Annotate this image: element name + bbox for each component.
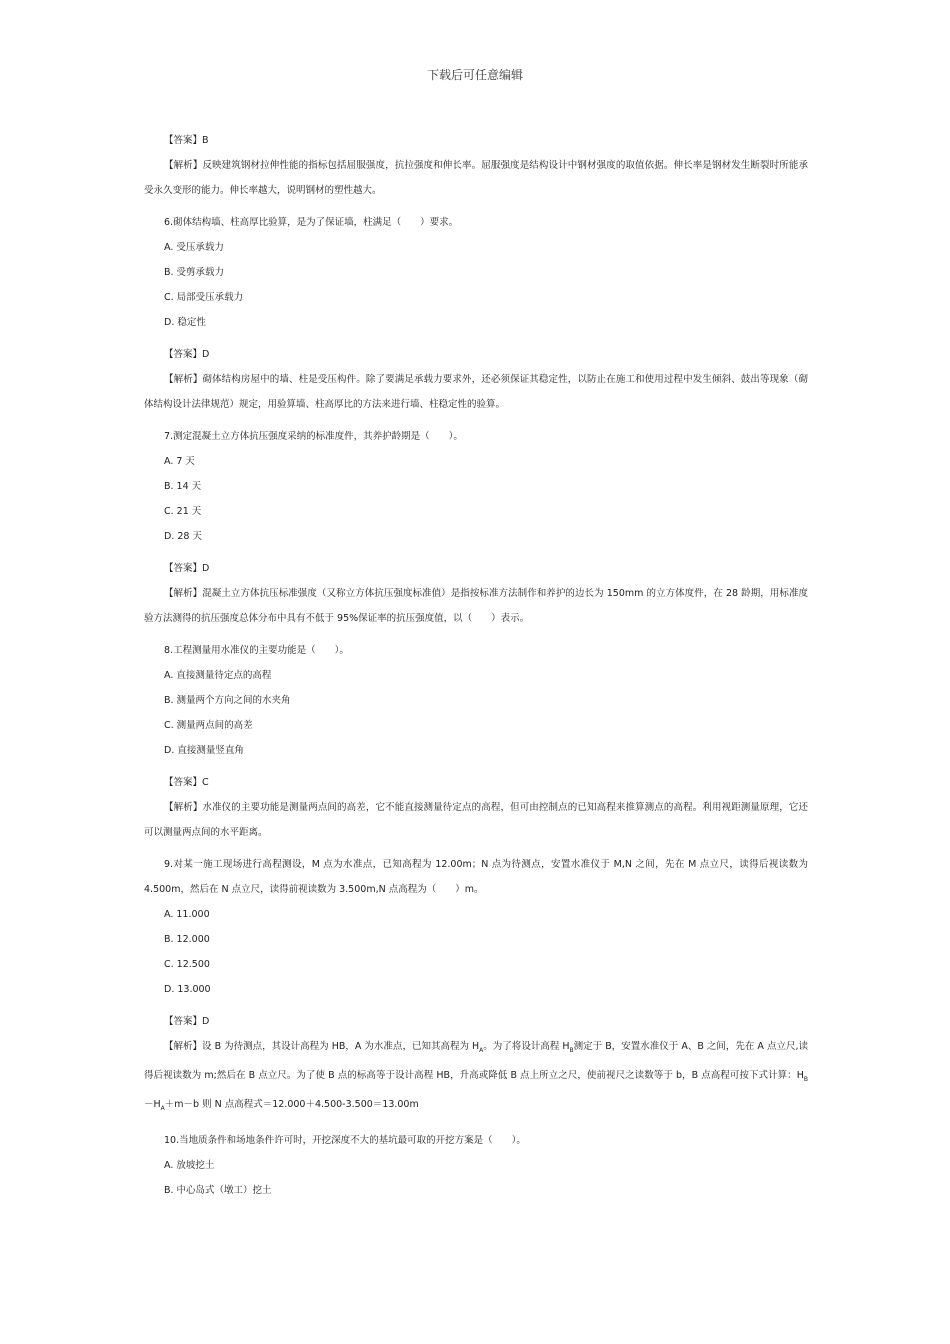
question-7-option-b: B. 14 天 [164,481,202,492]
analysis-7: 【解析】混凝土立方体抗压标准强度（又称立方体抗压强度标准值）是指按标准方法制作和养护的边长为 150mm 的立方体度件，在 28 龄期，用标准度验方法测得的抗压强度总体分布中具有不低于 95%保证率的抗压强度值，以（ ）表示。 [144,588,808,624]
answer-8: 【答案】C [164,777,209,788]
subscript-a: A [160,1104,165,1112]
analysis-5: 【解析】反映建筑钢材拉伸性能的指标包括屈服强度，抗拉强度和伸长率。屈服强度是结构设计中钢材强度的取值依据。伸长率是钢材发生断裂时所能承受永久变形的能力。伸长率越大，说明钢材的塑性越大。 [144,160,808,196]
question-7: 7.测定混凝土立方体抗压强度采纳的标准度件，其养护龄期是（ ）。 [164,431,463,442]
answer-5: 【答案】B [164,135,209,146]
analysis-9-part-1: 【解析】设 B 为待测点，其设计高程为 HB，A 为水准点，已知其高程为 H [164,1041,480,1052]
question-6-option-c: C. 局部受压承载力 [164,292,244,303]
question-8-option-b: B. 测量两个方向之间的水夹角 [164,695,291,706]
answer-6: 【答案】D [164,349,210,360]
question-8-option-c: C. 测量两点间的高差 [164,720,253,731]
subscript-b: B [569,1046,574,1054]
question-9-option-b: B. 12.000 [164,934,210,945]
question-9-option-c: C. 12.500 [164,959,210,970]
question-7-option-c: C. 21 天 [164,506,202,517]
question-6-option-b: B. 受剪承载力 [164,267,225,278]
analysis-6: 【解析】砌体结构房屋中的墙、柱是受压构件。除了要满足承载力要求外，还必须保证其稳定性，以防止在施工和使用过程中发生倾斜、鼓出等现象（砌体结构设计法律规范）规定，用验算墙、柱高厚比的方法来进行墙、柱稳定性的验算。 [144,374,808,410]
analysis-9-part-3: 测定于 B，安置水准仪于 A、B 之间，先在 A 点立尺,读得后视读数为 m;然后在 B 点立尺。为了使 B 点的标高等于设计高程 HB，升高或降低 B 点上所立之尺，使前视尺之读数等于 b，B 点高程可按下式计算：H [144,1041,809,1081]
question-10: 10.当地质条件和场地条件许可时，开挖深度不大的基坑最可取的开挖方案是（ ）。 [164,1134,526,1146]
question-9: 9.对某一施工现场进行高程测设，M 点为水准点，已知高程为 12.00m；N 点为待测点，安置水准仪于 M,N 之间，先在 M 点立尺，读得后视读数为 4.500m，然后在 N 点立尺，读得前视读数为 3.500m,N 点高程为（ ）m。 [144,859,808,895]
subscript-b: B [803,1075,808,1083]
question-10-option-b: B. 中心岛式（墩工）挖土 [164,1184,272,1196]
question-6-option-d: D. 稳定性 [164,317,206,328]
question-8-option-a: A. 直接测量待定点的高程 [164,670,272,681]
question-9-option-a: A. 11.000 [164,909,210,920]
question-8: 8.工程测量用水准仪的主要功能是（ ）。 [164,645,349,656]
analysis-9-part-2: 。为了将设计高程 H [483,1041,570,1052]
question-7-option-a: A. 7 天 [164,456,195,467]
analysis-8: 【解析】水准仪的主要功能是测量两点间的高差，它不能直接测量待定点的高程，但可由控制点的已知高程来推算测点的高程。利用视距测量原理，它还可以测量两点间的水平距离。 [144,802,808,838]
answer-7: 【答案】D [164,563,210,574]
analysis-9-part-5: ＋m－b 则 N 点高程式＝12.000＋4.500-3.500＝13.00m [164,1098,419,1110]
question-8-option-d: D. 直接测量竖直角 [164,745,244,756]
question-7-option-d: D. 28 天 [164,531,202,542]
question-6-option-a: A. 受压承载力 [164,242,224,253]
page-header: 下载后可任意编辑 [426,68,523,82]
subscript-a: A [479,1046,484,1054]
document-body [144,128,808,1203]
question-9-option-d: D. 13.000 [164,984,211,995]
question-6: 6.砌体结构墙、柱高厚比验算，是为了保证墙，柱满足（ ）要求。 [164,217,459,228]
analysis-9-part-4: －H [144,1098,161,1110]
question-10-option-a: A. 放坡挖土 [164,1159,215,1171]
analysis-9 [144,1034,808,1121]
answer-9: 【答案】D [164,1016,210,1027]
